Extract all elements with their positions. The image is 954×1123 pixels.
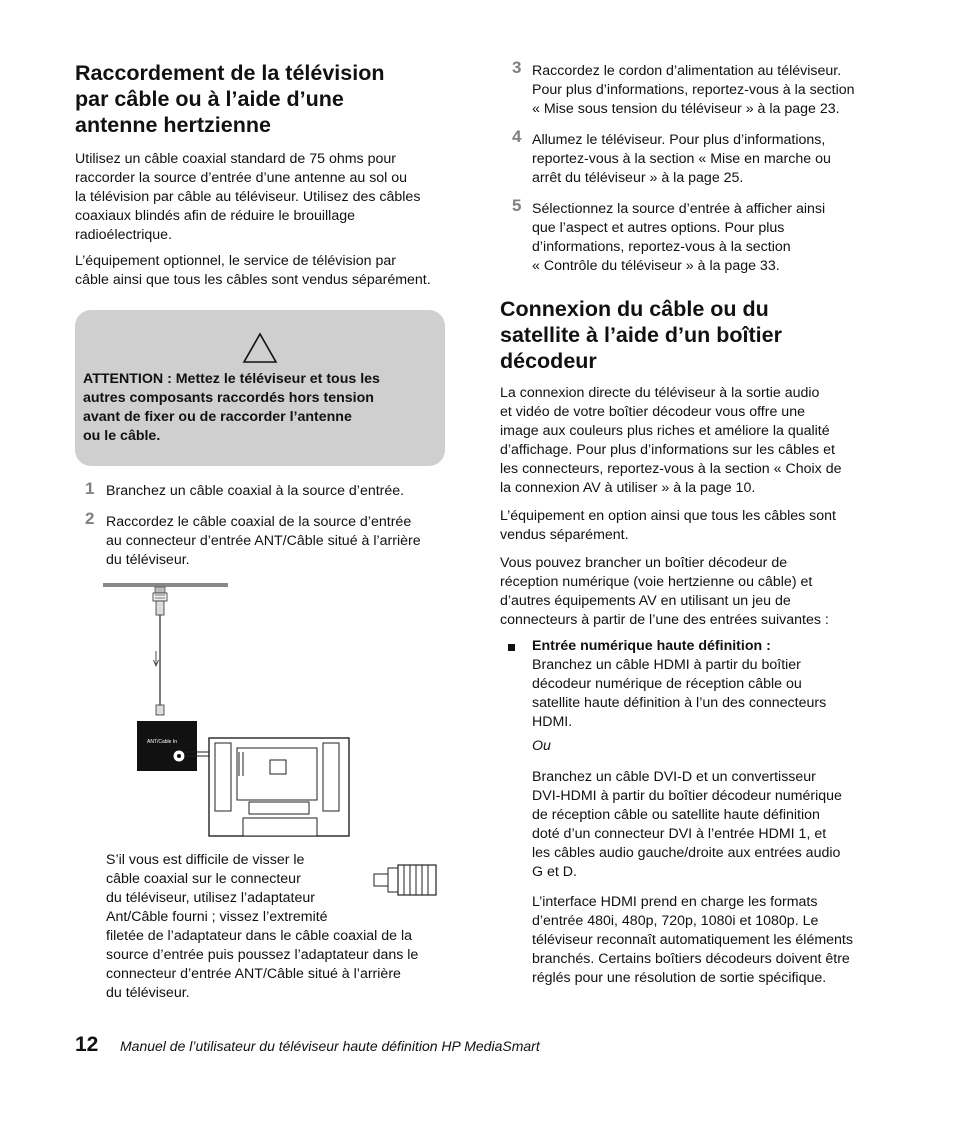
text-line: du téléviseur. (106, 552, 190, 568)
step-number: 1 (85, 479, 95, 498)
text-line: réglés pour une résolution de sortie spécifique. (532, 970, 827, 986)
text-line: Ant/Câble fourni ; vissez l’extremité (106, 909, 328, 925)
footer-title: Manuel de l’utilisateur du téléviseur haute définition HP MediaSmart (120, 1038, 540, 1054)
warning-triangle-icon (242, 332, 278, 364)
step-4-text (532, 131, 877, 188)
step-number: 5 (512, 196, 522, 215)
text-line: connecteur d’entrée ANT/Câble situé à l’arrière (106, 966, 401, 982)
section-heading-antenna (75, 60, 455, 138)
step-3-text (532, 62, 877, 119)
text-line: décodeur numérique de réception câble ou (532, 676, 802, 692)
caution-box (75, 310, 445, 466)
text-line: Branchez un câble coaxial à la source d’entrée. (106, 483, 405, 499)
text-line: la connexion AV à utiliser » à la page 10. (500, 480, 756, 496)
connect-set-top-box-paragraph (500, 554, 880, 630)
hdmi-formats-paragraph (532, 893, 877, 988)
text-line: Pour plus d’informations, reportez-vous à la section (532, 82, 855, 98)
text-line: réception numérique (voie hertzienne ou câble) et (500, 574, 813, 590)
text-line: Branchez un câble DVI-D et un convertisseur (532, 769, 816, 785)
text-line: doté d’un connecteur DVI à l’entrée HDMI 1, et (532, 826, 827, 842)
text-line: G et D. (532, 864, 577, 880)
optional-cables-paragraph (500, 507, 880, 545)
text-line: d’autres équipements AV en utilisant un jeu de (500, 593, 791, 609)
caution-line: ou le câble. (83, 428, 161, 444)
text-line: de réception câble ou satellite haute définition (532, 807, 820, 823)
text-line: d’informations, reportez-vous à la section (532, 239, 791, 255)
text-line: reportez-vous à la section « Mise en marche ou (532, 151, 831, 167)
text-line: connecteurs à partir de l’une des entrées suivantes : (500, 612, 829, 628)
text-line: source d’entrée puis poussez l’adaptateur dans le (106, 947, 419, 963)
text-line: d’entrée 480i, 480p, 720p, 1080i et 1080p. Le (532, 913, 819, 929)
page-number: 12 (75, 1033, 99, 1056)
text-line: satellite haute définition à l’un des connecteurs (532, 695, 827, 711)
text-line: « Mise sous tension du téléviseur » à la page 23. (532, 101, 840, 117)
caution-text (83, 370, 435, 446)
text-line: vendus séparément. (500, 527, 629, 543)
text-line: et vidéo de votre boîtier décodeur vous offre une (500, 404, 805, 420)
step-number: 4 (512, 127, 522, 146)
direct-connection-paragraph (500, 384, 880, 498)
text-line: la télévision par câble au téléviseur. Utilisez des câbles (75, 189, 421, 205)
text-line: Allumez le téléviseur. Pour plus d’informations, (532, 132, 826, 148)
step-2-text (106, 513, 451, 570)
step-5-text (532, 200, 877, 276)
text-line: S’il vous est difficile de visser le (106, 852, 305, 868)
text-line: radioélectrique. (75, 227, 173, 243)
text-line: Raccordez le câble coaxial de la source d’entrée (106, 514, 412, 530)
intro-paragraph (75, 150, 455, 245)
text-line: du téléviseur. (106, 985, 190, 1001)
caution-line: avant de fixer ou de raccorder l’antenne (83, 409, 352, 425)
heading-line: Connexion du câble ou du (500, 297, 769, 321)
step-1-text (106, 482, 451, 501)
text-line: Utilisez un câble coaxial standard de 75 ohms pour (75, 151, 396, 167)
heading-line: par câble ou à l’aide d’une (75, 87, 344, 111)
text-line: d’affichage. Pour plus d’informations sur les câbles et (500, 442, 835, 458)
text-line: câble coaxial sur le connecteur (106, 871, 301, 887)
text-line: « Contrôle du téléviseur » à la page 33. (532, 258, 780, 274)
heading-line: antenne hertzienne (75, 113, 271, 137)
step-number: 3 (512, 58, 522, 77)
bullet-marker (508, 644, 515, 651)
text-line: Raccordez le cordon d’alimentation au téléviseur. (532, 63, 842, 79)
caution-line: ATTENTION : Mettez le téléviseur et tous les (83, 371, 380, 387)
step-number: 2 (85, 509, 95, 528)
text-line: image aux couleurs plus riches et améliore la qualité (500, 423, 830, 439)
text-line: filetée de l’adaptateur dans le câble coaxial de la (106, 928, 413, 944)
text-line: HDMI. (532, 714, 573, 730)
ant-cable-in-label: ANT/Cable In (147, 739, 178, 745)
text-line: Vous pouvez brancher un boîtier décodeur de (500, 555, 788, 571)
caution-line: autres composants raccordés hors tension (83, 390, 374, 406)
text-line: branchés. Certains boîtiers décodeurs doivent être (532, 951, 850, 967)
optional-equipment-paragraph (75, 252, 455, 290)
ant-cable-adapter-figure (372, 862, 440, 898)
dvi-paragraph (532, 768, 877, 882)
text-line: Sélectionnez la source d’entrée à afficher ainsi (532, 201, 826, 217)
coax-connection-figure (103, 578, 353, 838)
or-label: Ou (532, 738, 551, 754)
hd-digital-input-item (532, 637, 877, 732)
text-line: DVI-HDMI à partir du boîtier décodeur numérique (532, 788, 842, 804)
text-line: L’équipement optionnel, le service de télévision par (75, 253, 396, 269)
text-line: téléviseur reconnaît automatiquement les éléments (532, 932, 853, 948)
bullet-title: Entrée numérique haute définition : (532, 638, 771, 654)
text-line: au connecteur d’entrée ANT/Câble situé à l’arrière (106, 533, 421, 549)
text-line: les connecteurs, reportez-vous à la section « Choix de (500, 461, 842, 477)
text-line: les câbles audio gauche/droite aux entrées audio (532, 845, 841, 861)
heading-line: satellite à l’aide d’un boîtier (500, 323, 782, 347)
text-line: L’interface HDMI prend en charge les formats (532, 894, 818, 910)
text-line: Branchez un câble HDMI à partir du boîtier (532, 657, 801, 673)
heading-line: décodeur (500, 349, 597, 373)
heading-line: Raccordement de la télévision (75, 61, 385, 85)
text-line: L’équipement en option ainsi que tous les câbles sont (500, 508, 837, 524)
text-line: coaxiaux blindés afin de réduire le brouillage (75, 208, 355, 224)
text-line: raccorder la source d’entrée d’une antenne au sol ou (75, 170, 408, 186)
section-heading-set-top-box (500, 296, 880, 374)
text-line: que l’aspect et autres options. Pour plus (532, 220, 785, 236)
text-line: arrêt du téléviseur » à la page 25. (532, 170, 744, 186)
text-line: câble ainsi que tous les câbles sont vendus séparément. (75, 272, 431, 288)
text-line: du téléviseur, utilisez l’adaptateur (106, 890, 315, 906)
text-line: La connexion directe du téléviseur à la sortie audio (500, 385, 820, 401)
